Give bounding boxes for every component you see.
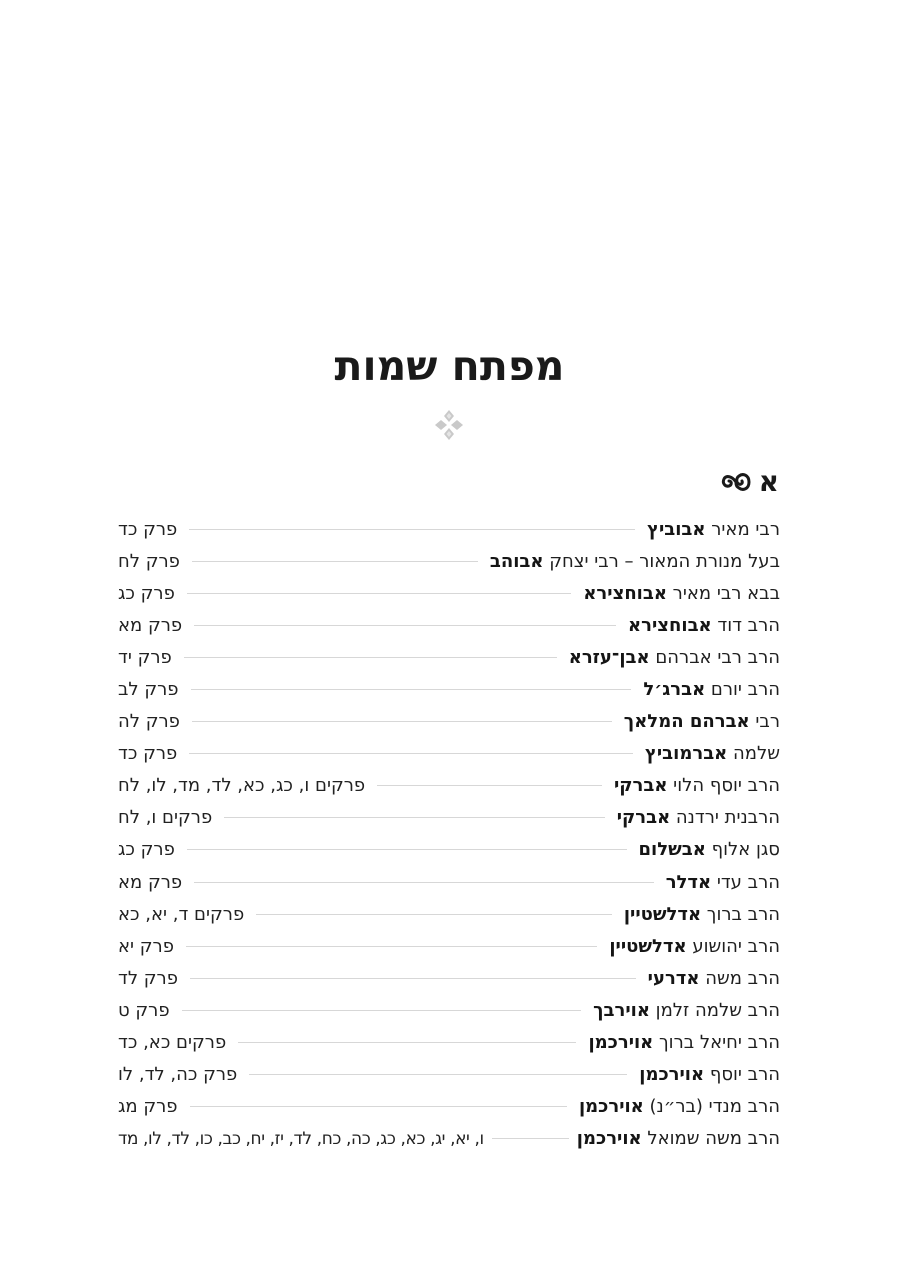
entry-name <box>643 679 780 700</box>
entry-given-name: הרב שלמה זלמן <box>649 999 780 1021</box>
entry-surname: אדלשטיין <box>609 935 687 957</box>
dot-leader <box>187 593 571 594</box>
dot-leader <box>492 1138 569 1139</box>
entry-surname: אוירכמן <box>578 1096 644 1118</box>
entry-surname: אדלר <box>665 871 712 893</box>
dot-leader <box>192 561 478 562</box>
entry-name <box>624 904 780 925</box>
chapter-reference: פרק ט <box>118 999 170 1021</box>
dot-leader <box>191 689 632 690</box>
chapter-reference: פרק לה <box>118 711 180 733</box>
entry-given-name: הרב משה שמואל <box>641 1128 780 1150</box>
index-entry <box>118 898 780 930</box>
entry-surname: אברקי <box>616 807 671 829</box>
index-entry <box>118 609 780 641</box>
chapter-reference: פרק מא <box>118 871 183 893</box>
chapter-reference: פרק כג <box>118 839 175 861</box>
entry-name <box>645 743 780 764</box>
entry-name <box>639 839 780 860</box>
index-entry <box>118 1091 780 1123</box>
entry-name <box>624 711 780 732</box>
chapter-reference: ו, יא, יג, כא, כג, כה, כח, לד, יז, יח, כב, כו, לד, לו, מד <box>118 1128 484 1149</box>
entry-given-name: הרב רבי אברהם <box>649 646 780 668</box>
index-entry <box>118 1027 780 1059</box>
index-entry <box>118 1123 780 1155</box>
dot-leader <box>192 721 612 722</box>
section-letter: א <box>758 465 779 498</box>
dot-leader <box>187 849 627 850</box>
entry-given-name: הרבנית ירדנה <box>670 807 780 829</box>
index-entry <box>118 1059 780 1091</box>
dot-leader <box>224 817 605 818</box>
chapter-reference: פרקים ו, כג, כא, לד, מד, לו, לח <box>118 775 366 797</box>
entry-surname: אדרעי <box>647 967 700 989</box>
entry-name <box>593 1000 780 1021</box>
index-entry <box>118 770 780 802</box>
chapter-reference: פרקים ו, לח <box>118 807 213 829</box>
chapter-reference: פרק כג <box>118 582 175 604</box>
entry-given-name: הרב יוסף הלוי <box>667 775 780 797</box>
entry-given-name: רבי מאיר <box>705 518 780 540</box>
index-entry <box>118 866 780 898</box>
dot-leader <box>182 1010 582 1011</box>
dot-leader <box>189 529 635 530</box>
dot-leader <box>184 657 557 658</box>
index-entry <box>118 641 780 673</box>
entry-given-name: הרב מנדי (בר״נ) <box>643 1096 780 1118</box>
index-entry <box>118 930 780 962</box>
index-entry <box>118 545 780 577</box>
dot-leader <box>190 1106 567 1107</box>
entry-name <box>569 647 780 668</box>
entry-surname: אברמוביץ <box>644 743 728 765</box>
dot-leader <box>194 882 654 883</box>
chapter-reference: פרק כד <box>118 743 178 765</box>
entry-name <box>588 1032 780 1053</box>
entry-given-name: הרב משה <box>699 967 780 989</box>
index-entry <box>118 738 780 770</box>
dot-leader <box>194 625 616 626</box>
entry-given-name: הרב יורם <box>705 679 780 701</box>
entry-surname: אברקי <box>613 775 668 797</box>
dot-leader <box>190 978 636 979</box>
entry-surname: אדלשטיין <box>623 903 702 925</box>
chapter-reference: פרק כה, לד, לו <box>118 1064 238 1086</box>
entry-name <box>490 551 780 572</box>
chapter-reference: פרקים כא, כד <box>118 1032 227 1054</box>
index-entry <box>118 834 780 866</box>
diamond-ornament-icon <box>432 408 466 442</box>
entry-given-name: הרב יהושוע <box>686 935 780 957</box>
chapter-reference: פרק מא <box>118 614 183 636</box>
entry-given-name: שלמה <box>727 743 780 765</box>
chapter-reference: פרק כד <box>118 518 178 540</box>
entry-surname: אברג׳ל <box>643 679 706 701</box>
entry-surname: אבן־עזרא <box>568 646 650 668</box>
entry-name <box>648 968 780 989</box>
entry-given-name: הרב ברוך <box>701 903 780 925</box>
entry-surname: אוירכמן <box>639 1064 705 1086</box>
entry-surname: אבוהב <box>489 550 544 572</box>
index-entry <box>118 802 780 834</box>
entry-name <box>628 615 780 636</box>
entry-surname: אוירכמן <box>588 1032 654 1054</box>
section-header <box>719 462 779 502</box>
index-entry <box>118 962 780 994</box>
chapter-reference: פרק לד <box>118 967 178 989</box>
entry-name <box>639 1064 780 1085</box>
page-title: מפתח שמות <box>334 342 565 390</box>
fleuron-icon <box>719 469 753 495</box>
names-index-list <box>118 513 780 1155</box>
chapter-reference: פרק יא <box>118 935 174 957</box>
entry-name <box>617 807 780 828</box>
index-entry <box>118 513 780 545</box>
index-entry <box>118 994 780 1026</box>
entry-surname: אוירכמן <box>576 1128 642 1150</box>
entry-given-name: סגן אלוף <box>705 839 780 861</box>
dot-leader <box>256 914 612 915</box>
entry-given-name: רבי <box>749 711 780 733</box>
entry-surname: אבוחצירא <box>583 582 667 604</box>
entry-given-name: הרב דוד <box>711 614 780 636</box>
entry-surname: אוירבך <box>593 999 650 1021</box>
entry-name <box>577 1128 780 1149</box>
entry-given-name: הרב יחיאל ברוך <box>653 1032 780 1054</box>
entry-given-name: בעל מנורת המאור – רבי יצחק <box>543 550 780 572</box>
entry-surname: אבוביץ <box>647 518 706 540</box>
chapter-reference: פרק יד <box>118 646 172 668</box>
dot-leader <box>249 1074 627 1075</box>
chapter-reference: פרק לח <box>118 550 180 572</box>
chapter-reference: פרק לב <box>118 679 179 701</box>
entry-surname: אבוחצירא <box>628 614 712 636</box>
dot-leader <box>186 946 597 947</box>
entry-name <box>647 519 780 540</box>
entry-surname: אברהם המלאך <box>623 711 750 733</box>
entry-given-name: הרב יוסף <box>704 1064 780 1086</box>
entry-given-name: בבא רבי מאיר <box>666 582 780 604</box>
dot-leader <box>377 785 602 786</box>
dot-leader <box>189 753 633 754</box>
index-entry <box>118 673 780 705</box>
entry-name <box>614 775 780 796</box>
chapter-reference: פרקים ד, יא, כא <box>118 903 245 925</box>
entry-name <box>609 936 780 957</box>
entry-name <box>579 1096 780 1117</box>
entry-name <box>666 872 780 893</box>
entry-given-name: הרב עדי <box>711 871 780 893</box>
index-entry <box>118 577 780 609</box>
entry-surname: אבשלום <box>638 839 706 861</box>
chapter-reference: פרק מג <box>118 1096 178 1118</box>
index-entry <box>118 706 780 738</box>
dot-leader <box>238 1042 576 1043</box>
entry-name <box>583 583 780 604</box>
